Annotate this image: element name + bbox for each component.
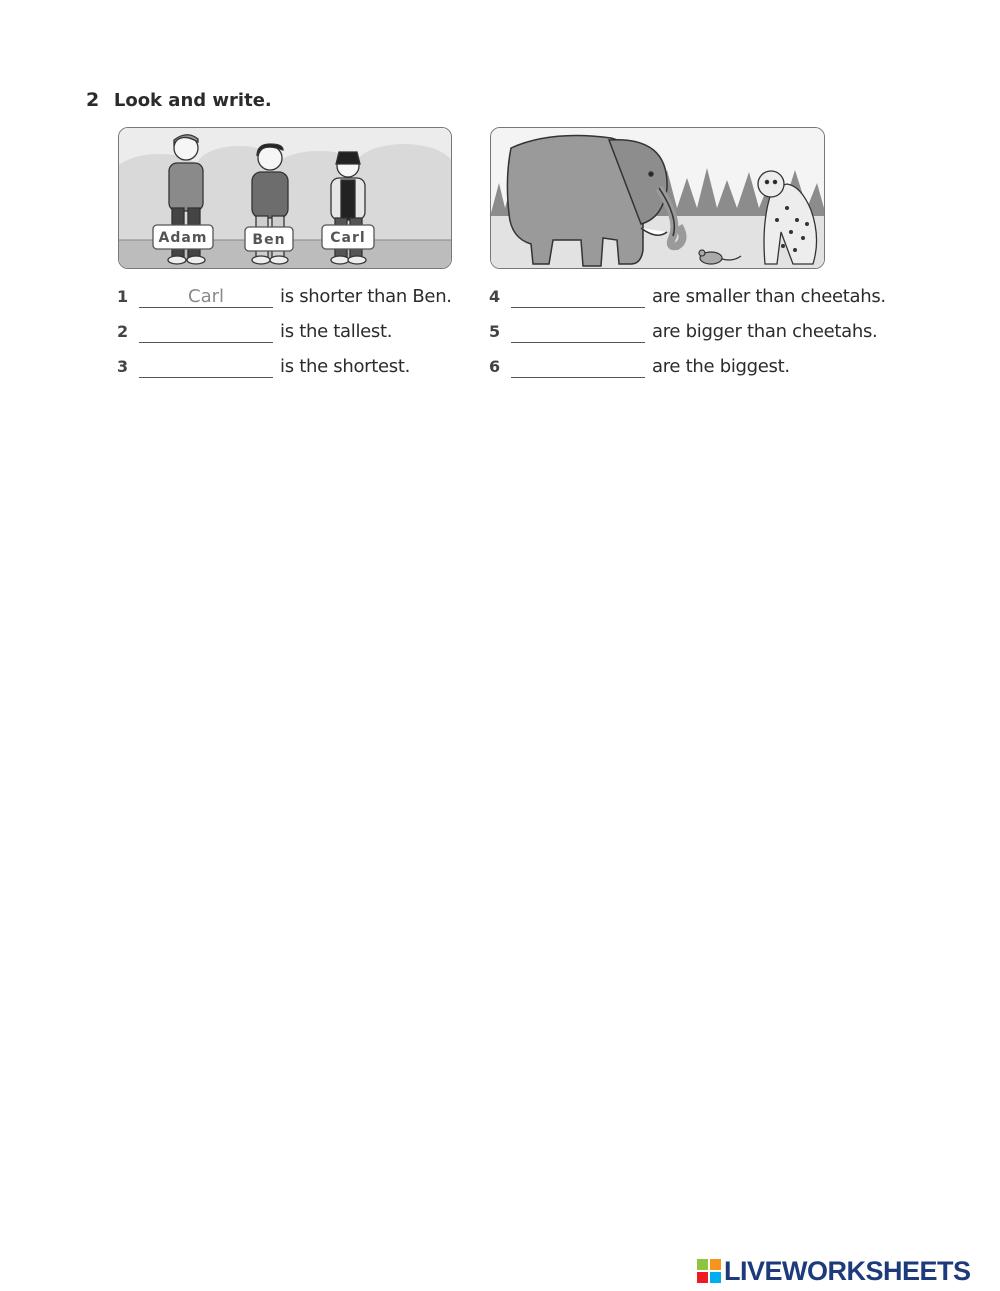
logo-square xyxy=(697,1272,708,1283)
people-picture xyxy=(118,127,452,269)
answer-input-1[interactable] xyxy=(139,285,273,308)
name-tag-ben-text: Ben xyxy=(252,232,286,248)
exercise-title: Look and write. xyxy=(113,90,272,111)
question-number: 2 xyxy=(117,322,129,341)
logo-text: LIVEWORKSHEETS xyxy=(724,1255,971,1286)
question-number: 4 xyxy=(489,287,501,306)
logo-squares-icon xyxy=(697,1259,721,1283)
name-tag-carl-text: Carl xyxy=(330,230,366,246)
question-text: is the tallest. xyxy=(280,321,393,342)
question-text: are smaller than cheetahs. xyxy=(652,286,886,307)
question-text: is the shortest. xyxy=(280,356,411,377)
logo-square xyxy=(710,1272,721,1283)
animals-illustration xyxy=(491,128,824,268)
logo-square xyxy=(697,1259,708,1270)
answer-input-6[interactable] xyxy=(511,355,645,378)
liveworksheets-logo[interactable] xyxy=(697,1256,971,1286)
answer-input-3[interactable] xyxy=(139,355,273,378)
question-number: 1 xyxy=(117,287,129,306)
question-number: 3 xyxy=(117,357,129,376)
question-number: 6 xyxy=(489,357,501,376)
exercise-number: 2 xyxy=(86,89,100,111)
question-text: are the biggest. xyxy=(652,356,790,377)
animals-picture xyxy=(490,127,825,269)
question-text: is shorter than Ben. xyxy=(280,286,452,307)
answer-input-5[interactable] xyxy=(511,320,645,343)
answer-input-2[interactable] xyxy=(139,320,273,343)
name-tag-ben xyxy=(245,227,293,251)
question-number: 5 xyxy=(489,322,501,341)
people-illustration xyxy=(119,128,451,268)
name-tag-carl xyxy=(322,225,374,249)
exercise-heading xyxy=(86,89,272,111)
name-tag-adam xyxy=(153,225,213,249)
name-tag-adam-text: Adam xyxy=(158,230,208,246)
question-text: are bigger than cheetahs. xyxy=(652,321,878,342)
logo-square xyxy=(710,1259,721,1270)
answer-input-4[interactable] xyxy=(511,285,645,308)
